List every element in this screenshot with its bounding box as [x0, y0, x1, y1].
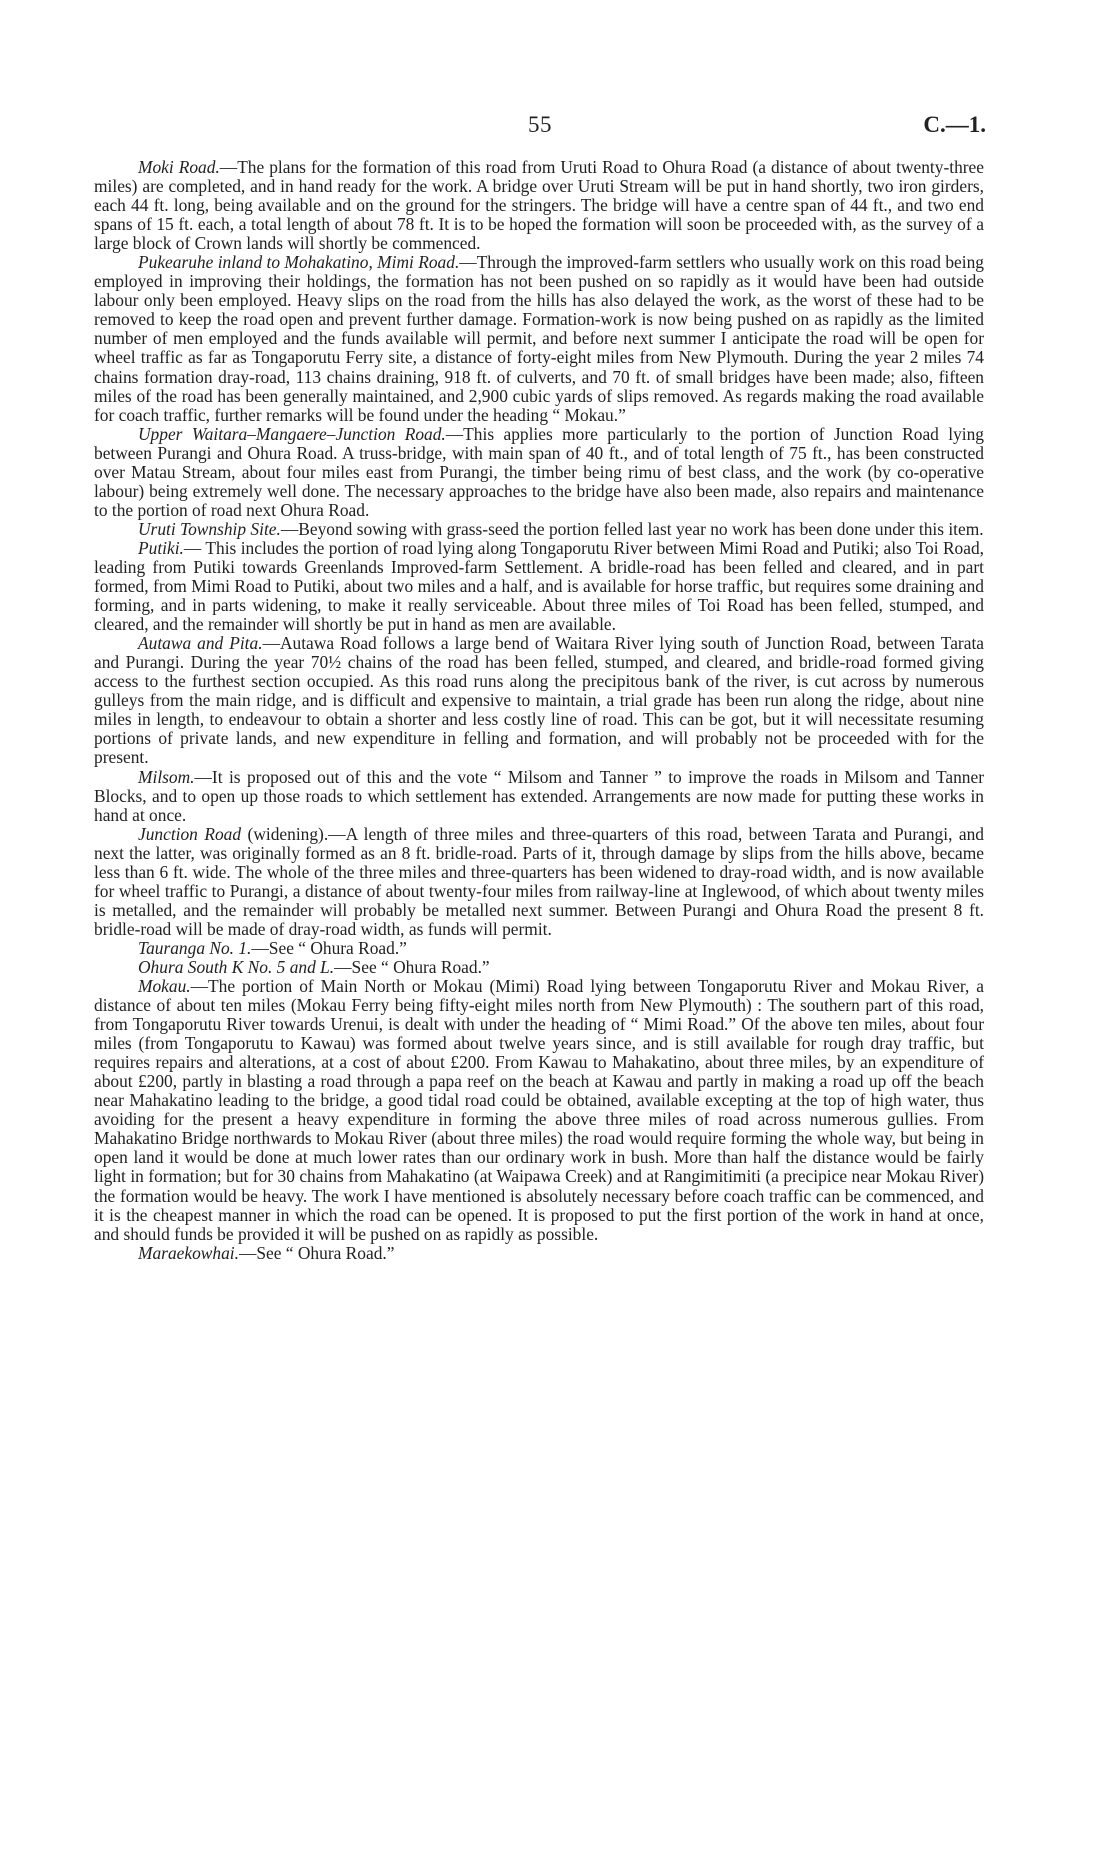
paragraph-heading: Upper Waitara–Mangaere–Junction Road.	[138, 423, 446, 444]
paragraph-heading: Maraekowhai.	[138, 1242, 239, 1263]
paragraph-text: —The portion of Main North or Mokau (Mimi) Road lying between Tongaporutu River and Mokau River, a distance of about ten miles (Mokau Ferry being fifty-eight miles north from New Plymouth) : The southern part of this road, from Tongaporutu River towards Urenui, is dealt with under the heading of “ Mimi Road.” Of the above ten miles, about four miles (from Tongaporutu to Kawau) was formed about twelve years since, and is still available for rough dray traffic, but requires repairs and alterations, at a cost of about £200. From Kawau to Mahakatino, about three miles, by an expenditure of about £200, partly in blasting a road through a papa reef on the beach at Kawau and partly in making a road up off the beach near Mahakatino leading to the bridge, a good tidal road could be obtained, available excepting at the top of high water, thus avoiding for the present a heavy expenditure in forming the above three miles of road across numerous gullies. From Mahakatino Bridge northwards to Mokau River (about three miles) the road would require forming the whole way, but being in open land it would be done at much lower rates than our ordinary work in bush. More than half the distance would be fairly light in formation; but for 30 chains from Mahakatino (at Waipawa Creek) and at Rangimitimiti (a precipice near Mokau River) the formation would be heavy. The work I have mentioned is absolutely necessary before coach traffic can be commenced, and it is the cheapest manner in which the road can be opened. It is proposed to put the first portion of the work in hand at once, and should funds be provided it will be pushed on as rapidly as possible.	[94, 976, 984, 1244]
paragraph-heading: Pukearuhe inland to Mohakatino, Mimi Road.	[138, 252, 460, 273]
paragraph-ohura-south	[94, 958, 984, 977]
paragraph-upper-waitara	[94, 425, 984, 520]
paragraph-text: —It is proposed out of this and the vote “ Milsom and Tanner ” to improve the roads in Milsom and Tanner Blocks, and to open up those roads to which settlement has extended. Arrangements are now made for putting these works in hand at once.	[94, 766, 984, 825]
paragraph-text: —Through the improved-farm settlers who usually work on this road being employed in improving their holdings, the formation has not been pushed on so rapidly as it would have been had outside labour only been employed. Heavy slips on the road from the hills has also delayed the work, as the worst of these had to be removed to keep the road open and prevent further damage. Formation-work is now being pushed on as rapidly as the limited number of men employed and the funds available will permit, and before next summer I anticipate the road will be open for wheel traffic as far as Tongaporutu Ferry site, a distance of forty-eight miles from New Plymouth. During the year 2 miles 74 chains formation dray-road, 113 chains draining, 918 ft. of culverts, and 70 ft. of small bridges have been made; also, fifteen miles of the road has been generally maintained, and 2,900 cubic yards of slips removed. As regards making the road available for coach traffic, further remarks will be found under the heading “ Mokau.”	[94, 252, 984, 425]
page-reference: C.—1.	[923, 112, 986, 137]
paragraph-heading: Uruti Township Site.	[138, 518, 281, 539]
paragraph-heading: Ohura South K No. 5 and L.	[138, 956, 335, 977]
page-header	[0, 112, 1114, 146]
paragraph-heading: Autawa and Pita.	[138, 633, 263, 654]
paragraph-heading: Mokau.	[138, 976, 191, 997]
paragraph-text: —Beyond sowing with grass-seed the portion felled last year no work has been done under this item.	[280, 518, 984, 539]
paragraph-text: —This applies more particularly to the portion of Junction Road lying between Purangi and Ohura Road. A truss-bridge, with main span of 40 ft., and of total length of 75 ft., has been constructed over Matau Stream, about four miles east from Purangi, the timber being rimu of best class, and the work (by co-operative labour) being extremely well done. The necessary approaches to the bridge have also been made, also repairs and maintenance to the portion of road next Ohura Road.	[94, 423, 984, 520]
page-number: 55	[528, 112, 552, 137]
paragraph-heading: Putiki.	[138, 537, 184, 558]
paragraph-mimi-road	[94, 253, 984, 424]
paragraph-text: —The plans for the formation of this road from Uruti Road to Ohura Road (a distance of about twenty-three miles) are completed, and in hand ready for the work. A bridge over Uruti Stream will be put in hand shortly, two iron girders, each 44 ft. long, being available and on the ground for the stringers. The bridge will have a centre span of 44 ft., and two end spans of 15 ft. each, a total length of about 78 ft. It is to be hoped the formation will soon be proceeded with, as the survey of a large block of Crown lands will shortly be commenced.	[94, 157, 984, 254]
paragraph-maraekowhai	[94, 1244, 984, 1263]
paragraph-heading: Milsom.	[138, 766, 195, 787]
paragraph-text: —See “ Ohura Road.”	[251, 937, 407, 958]
paragraph-moki-road	[94, 158, 984, 253]
paragraph-putiki	[94, 539, 984, 634]
paragraph-mokau	[94, 977, 984, 1244]
paragraph-text: —Autawa Road follows a large bend of Waitara River lying south of Junction Road, between Tarata and Purangi. During the year 70½ chains of the road has been felled, stumped, and cleared, and bridle-road formed giving access to the furthest section occupied. As this road runs along the precipitous bank of the river, is cut across by numerous gulleys from the main ridge, and is difficult and expensive to maintain, a trial grade has been run along the ridge, about nine miles in length, to endeavour to obtain a shorter and less costly line of road. This can be got, but it will necessitate resuming portions of private lands, and new expenditure in felling and formation, and will probably not be proceeded with for the present.	[94, 633, 984, 768]
paragraph-heading: Tauranga No. 1.	[138, 937, 252, 958]
body-text	[94, 158, 984, 1263]
paragraph-tauranga	[94, 939, 984, 958]
paragraph-text: —See “ Ohura Road.”	[334, 956, 490, 977]
paragraph-text: (widening).—A length of three miles and three-quarters of this road, between Tarata and Purangi, and next the latter, was originally formed as an 8 ft. bridle-road. Parts of it, through damage by slips from the hills above, became less than 6 ft. wide. The whole of the three miles and three-quarters has been widened to dray-road width, and is now available for wheel traffic to Purangi, a distance of about twenty-four miles from railway-line at Inglewood, of which about twenty miles is metalled, and the remainder will probably be metalled next summer. Between Purangi and Ohura Road the present 8 ft. bridle-road will be made of dray-road width, as funds will permit.	[94, 823, 984, 939]
paragraph-text: — This includes the portion of road lying along Tongaporutu River between Mimi Road and Putiki; also Toi Road, leading from Putiki towards Greenlands Improved-farm Settlement. A bridle-road has been felled and cleared, and in part formed, from Mimi Road to Putiki, about two miles and a half, and is available for horse traffic, but requires some draining and forming, and in parts widening, to make it really serviceable. About three miles of Toi Road has been felled, stumped, and cleared, and the remainder will shortly be put in hand as men are available.	[94, 537, 984, 635]
paragraph-heading: Junction Road	[138, 823, 242, 844]
paragraph-text: —See “ Ohura Road.”	[238, 1242, 395, 1263]
paragraph-uruti-township	[94, 520, 984, 539]
paragraph-milsom	[94, 768, 984, 825]
paragraph-junction-road	[94, 825, 984, 939]
paragraph-heading: Moki Road.	[138, 157, 220, 177]
paragraph-autawa-pita	[94, 634, 984, 767]
